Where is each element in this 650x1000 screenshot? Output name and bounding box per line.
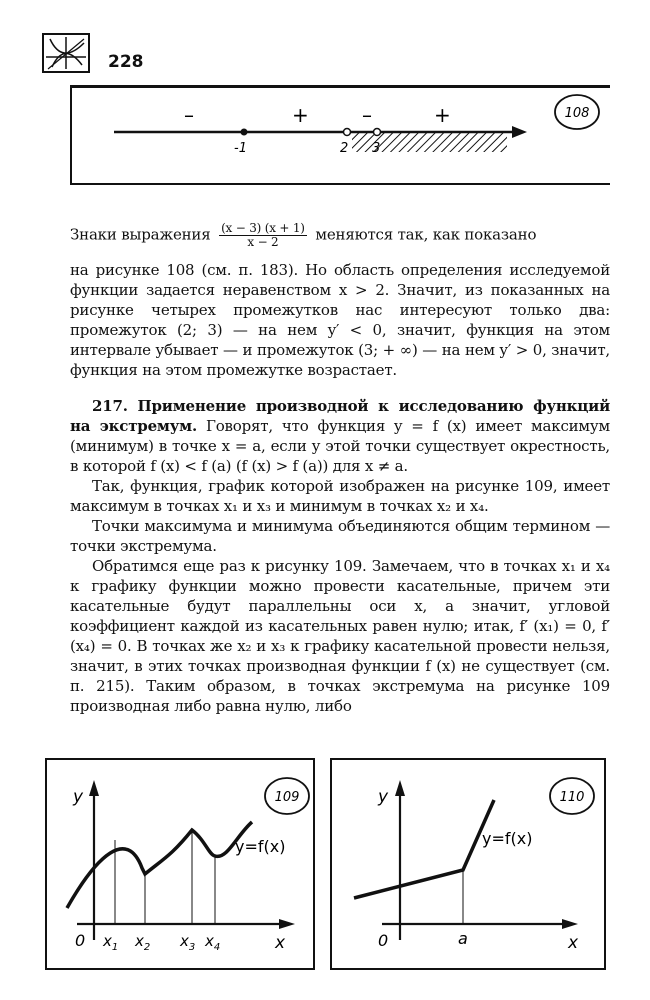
- paragraph-tangents: Обратимся еще раз к рисунку 109. Замечаем, что в точках x₁ и x₄ к графику функции можно провести касательные, причем эти касательные будут параллельны оси x, а значит, угловой коэффициент каждой из касательных равен нулю; итак, f′ (x₁) = 0, f′ (x₄) = 0. В точках же x₂ и x₃ к графику касательной провести нельзя, значит, в этих точках производная функции f (x) не существует (см. п. 215). Таким образом, в точках экстремума на рисунке 109 производная либо равна нулю, либо: [70, 557, 610, 715]
- figure-110: [330, 758, 606, 970]
- sign-2: +: [292, 103, 309, 127]
- page-number: 228: [108, 52, 144, 72]
- tick-x4: $x_4$: [205, 932, 221, 953]
- fraction-sentence: [70, 222, 610, 249]
- function-graph: [354, 800, 494, 898]
- function-label: y=f(x): [482, 829, 533, 848]
- tick-x1: $x_1$: [103, 932, 119, 953]
- section-heading: 217. Применение производной к исследованию функций на экстремум.: [70, 397, 610, 435]
- fraction-numerator: (x − 3) (x + 1): [221, 221, 305, 235]
- body-text: [70, 260, 610, 716]
- label-2: 2: [340, 141, 349, 156]
- sign-4: +: [434, 103, 451, 127]
- x-label: x: [275, 933, 286, 953]
- tick-a: a: [458, 929, 468, 948]
- y-axis-arrow: [89, 780, 99, 796]
- figure-number: 109: [274, 790, 300, 805]
- y-label: y: [378, 787, 389, 807]
- point-3: [374, 129, 381, 136]
- tick-x3: $x_3$: [180, 932, 196, 953]
- fraction-sentence-start: Знаки выражения: [70, 225, 211, 244]
- y-axis-arrow: [395, 780, 405, 796]
- graph-logo-icon: [42, 33, 90, 73]
- sign-3: –: [362, 103, 372, 127]
- sign-1: –: [184, 103, 194, 127]
- x-axis-arrow: [562, 919, 578, 929]
- figure-109: [45, 758, 315, 970]
- label-minus1: -1: [234, 141, 247, 156]
- paragraph-example: Так, функция, график которой изображен на рисунке 109, имеет максимум в точках x₁ и x₃ и минимум в точках x₂ и x₄.: [70, 477, 610, 515]
- point-2: [344, 129, 351, 136]
- figure-number: 110: [559, 790, 585, 805]
- fraction: [219, 222, 307, 249]
- label-3: 3: [372, 141, 381, 156]
- fraction-denominator: x − 2: [247, 235, 279, 249]
- x-label: x: [568, 933, 579, 953]
- paragraph-extremum-term: Точки максимума и минимума объединяются общим термином — точки экстремума.: [70, 517, 610, 555]
- axis-arrow: [512, 126, 527, 138]
- figure-108-number-line: [70, 85, 610, 185]
- point-minus1: [241, 129, 248, 136]
- figure-number: 108: [564, 106, 590, 121]
- origin-label: 0: [378, 931, 389, 950]
- fraction-sentence-end: меняются так, как показано: [315, 225, 537, 244]
- x-axis-arrow: [279, 919, 295, 929]
- paragraph-domain: на рисунке 108 (см. п. 183). Но область определения исследуемой функции задается неравенством x > 2. Значит, из показанных на рисунке четырех промежутков нас интересуют только два: промежуток (2; 3) — на нем y′ < 0, значит, функция на этом интервале убывает — и промежуток (3; + ∞) — на нем y′ > 0, значит, функция на этом промежутке возрастает.: [70, 261, 610, 379]
- section-definition: Говорят, что функция y = f (x) имеет максимум (минимум) в точке x = a, если у этой точки существует окрестность, в которой f (x) < f (a) (f (x) > f (a)) для x ≠ a.: [70, 417, 610, 475]
- origin-label: 0: [75, 931, 86, 950]
- y-label: y: [73, 787, 84, 807]
- tick-x2: $x_2$: [135, 932, 151, 953]
- section-217: [70, 396, 610, 476]
- function-label: y=f(x): [235, 837, 286, 856]
